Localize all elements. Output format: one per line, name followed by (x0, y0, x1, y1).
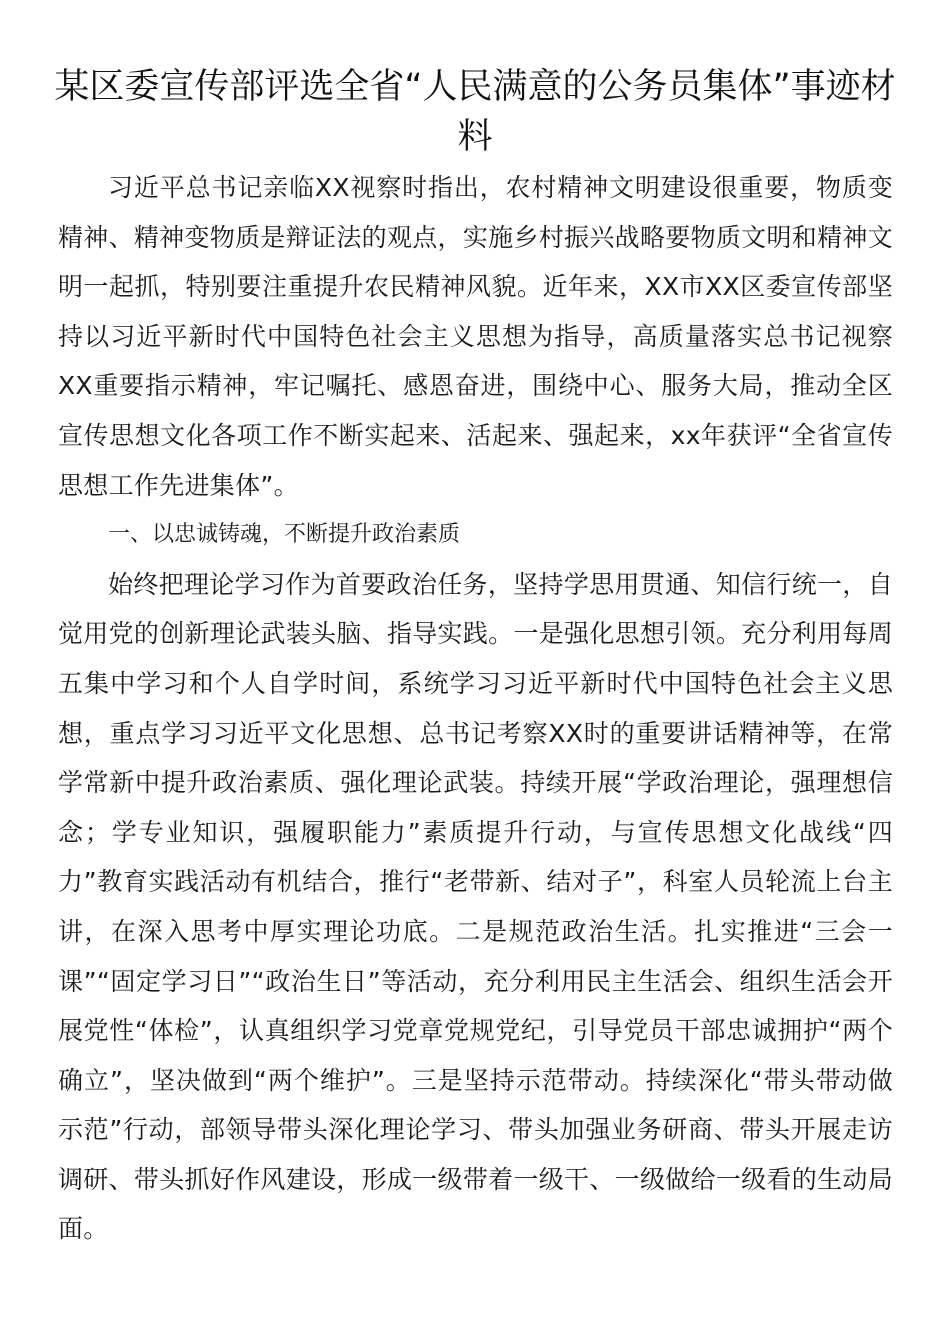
section-heading: 一、以忠诚铸魂，不断提升政治素质 (108, 522, 461, 548)
section-paragraph: 始终把理论学习作为首要政治任务，坚持学思用贯通、知信行统一，自觉用党的创新理论武装头脑、指导实践。一是强化思想引领。充分利用每周五集中学习和个人自学时间，系统学习习近平新时代中国特色社会主义思想，重点学习习近平文化思想、总书记考察XX时的重要讲话精神等，在常学常新中提升政治素质、强化理论武装。持续开展“学政治理论，强理想信念；学专业知识，强履职能力”素质提升行动，与宣传思想文化战线“四力”教育实践活动有机结合，推行“老带新、结对子”，科室人员轮流上台主讲，在深入思考中厚实理论功底。二是规范政治生活。扎实推进“三会一课”“固定学习日”“政治生日”等活动，充分利用民主生活会、组织生活会开展党性“体检”，认真组织学习党章党规党纪，引导党员干部忠诚拥护“两个确立”，坚决做到“两个维护”。三是坚持示范带动。持续深化“带头带动做示范”行动，部领导带头深化理论学习、带头加强业务研商、带头开展走访调研、带头抓好作风建设，形成一级带着一级干、一级做给一级看的生动局面。 (58, 569, 893, 1244)
document-body (58, 163, 893, 1254)
document-title: 某区委宣传部评选全省“人民满意的公务员集体”事迹材料 (54, 67, 896, 157)
intro-paragraph: 习近平总书记亲临XX视察时指出，农村精神文明建设很重要，物质变精神、精神变物质是辩证法的观点，实施乡村振兴战略要物质文明和精神文明一起抓，特别要注重提升农民精神风貌。近年来，XX市XX区委宣传部坚持以习近平新时代中国特色社会主义思想为指导，高质量落实总书记视察XX重要指示精神，牢记嘱托、感恩奋进，围绕中心、服务大局，推动全区宣传思想文化各项工作不断实起来、活起来、强起来，xx年获评“全省宣传思想工作先进集体”。 (58, 173, 893, 500)
